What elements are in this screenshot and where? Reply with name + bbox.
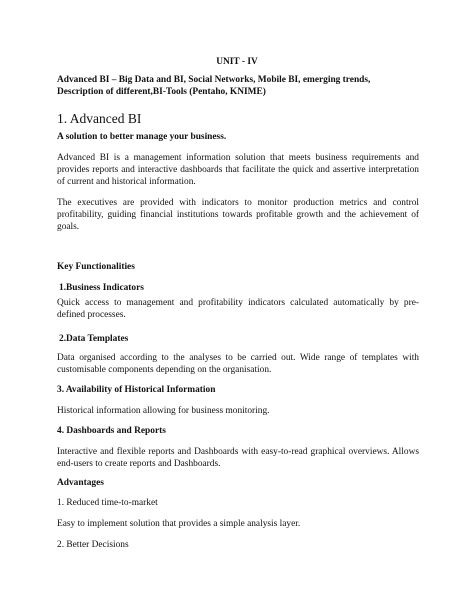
intro-paragraph-1: Advanced BI is a management information solution that meets business requirements and provides reports and interactive dashboards that facilitate the quick and assertive interpretation of current and historical information. — [57, 153, 419, 188]
functionality-heading: 1.Business Indicators — [59, 283, 144, 293]
advantage-label: 1. Reduced time-to-market — [57, 498, 158, 508]
advantage-label: 2. Better Decisions — [57, 540, 129, 550]
functionality-text: Historical information allowing for business monitoring. — [57, 406, 270, 416]
tagline: A solution to better manage your business. — [57, 132, 227, 142]
intro-paragraph-2: The executives are provided with indicators to monitor production metrics and control profitability, guiding financial institutions towards profitable growth and the achievement of goals. — [57, 198, 419, 233]
section-heading: 1. Advanced BI — [57, 111, 142, 126]
functionality-heading: 2.Data Templates — [59, 334, 129, 344]
functionality-heading: 3. Availability of Historical Information — [57, 385, 216, 395]
subtitle: Advanced BI – Big Data and BI, Social Networks, Mobile BI, emerging trends, Description of different,BI-Tools (Pentaho, KNIME) — [57, 75, 371, 98]
functionality-text: Interactive and flexible reports and Dashboards with easy-to-read graphical overviews. Allows end-users to create reports and Dashboards. — [57, 447, 419, 470]
advantage-text: Easy to implement solution that provides a simple analysis layer. — [57, 519, 301, 529]
key-functionalities-heading: Key Functionalities — [57, 262, 135, 272]
unit-title: UNIT - IV — [216, 57, 258, 67]
functionality-text: Quick access to management and profitability indicators calculated automatically by pre-defined processes. — [57, 298, 419, 321]
functionality-heading: 4. Dashboards and Reports — [57, 426, 166, 436]
functionality-text: Data organised according to the analyses to be carried out. Wide range of templates with customisable components depending on the organisation. — [57, 353, 419, 376]
advantages-heading: Advantages — [57, 478, 104, 488]
